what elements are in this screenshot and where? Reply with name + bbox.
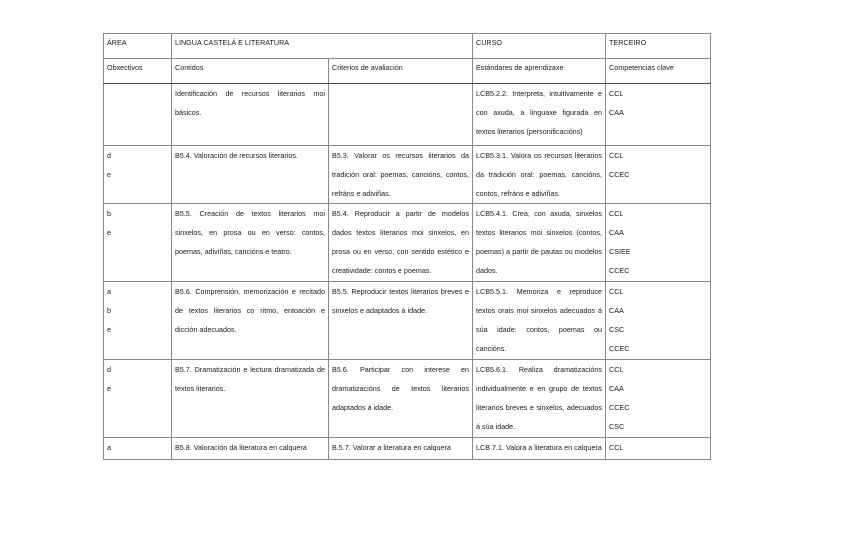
- objective-letter: b: [107, 209, 111, 218]
- competences-cell: [606, 204, 711, 282]
- competence-code: CCL: [609, 151, 624, 160]
- objective-letter: e: [107, 384, 111, 393]
- criteria-cell-text: B5.6. Participar con interese en dramatizacións de textos literarios adaptados á idade.: [332, 365, 470, 412]
- objectives-cell: [104, 360, 172, 438]
- area-value: LINGUA CASTELÁ E LITERATURA: [172, 34, 473, 59]
- column-header-competences: Competencias clave: [606, 59, 711, 84]
- competences-cell: [606, 360, 711, 438]
- criteria-cell-text: B5.3. Valorar os recursos literarios da tradición oral: poemas, cancións, contos, refráns e adiviñas.: [332, 151, 470, 198]
- standards-cell: [473, 438, 606, 460]
- objectives-cell: [104, 204, 172, 282]
- criteria-cell: [329, 438, 473, 460]
- competence-code: CSIEE: [609, 247, 631, 256]
- criteria-cell-text: B.5.7. Valorar a literatura en calquera: [332, 443, 451, 452]
- table-row: [104, 84, 711, 146]
- contents-cell: [172, 282, 329, 360]
- column-header-criteria: Criterios de avaliación: [329, 59, 473, 84]
- standards-cell-text: LCB5.6.1. Realiza dramatizacións individualmente e en grupo de textos literarios breves e sinxelos, adecuados á súa idade.: [476, 365, 603, 431]
- contents-cell-text: B5.8. Valoración da literatura en calquera: [175, 443, 307, 452]
- contents-cell: [172, 360, 329, 438]
- criteria-cell: [329, 282, 473, 360]
- objectives-cell: [104, 438, 172, 460]
- criteria-cell-text: B5.5. Reproducir textos literarios breves e sinxelos e adaptados á idade.: [332, 287, 470, 315]
- competence-code: CAA: [609, 306, 624, 315]
- contents-cell-text: B5.7. Dramatización e lectura dramatizada de textos literarios.: [175, 365, 325, 393]
- objectives-cell: [104, 282, 172, 360]
- table-row: [104, 282, 711, 360]
- column-header-objectives: Obxectivos: [104, 59, 172, 84]
- standards-cell: [473, 282, 606, 360]
- column-header-contents: Contidos: [172, 59, 329, 84]
- competence-code: CSC: [609, 325, 625, 334]
- standards-cell-text: LCB5.5.1. Memoriza e reproduce textos orais moi sinxelos adecuados á súa idade: contos, poemas ou cancións.: [476, 287, 603, 353]
- contents-cell: [172, 438, 329, 460]
- contents-cell-text: B5.4. Valoración de recursos literarios.: [175, 151, 298, 160]
- contents-cell: [172, 84, 329, 146]
- criteria-cell: [329, 84, 473, 146]
- criteria-cell: [329, 146, 473, 204]
- column-header-standards: Estándares de aprendizaxe: [473, 59, 606, 84]
- standards-cell: [473, 204, 606, 282]
- standards-cell: [473, 146, 606, 204]
- table-row: [104, 146, 711, 204]
- objectives-cell: [104, 84, 172, 146]
- competence-code: CAA: [609, 384, 624, 393]
- contents-cell-text: B5.5. Creación de textos literarios moi sinxelos, en prosa ou en verso: contos, poemas, adiviñas, cancións e teatro.: [175, 209, 325, 256]
- competence-code: CAA: [609, 108, 624, 117]
- criteria-cell: [329, 204, 473, 282]
- standards-cell-text: LCB5.3.1. Valora os recursos literarios da tradición oral: poemas, cancións, contos, refráns e adiviñas.: [476, 151, 603, 198]
- objective-letter: d: [107, 365, 111, 374]
- table-row: [104, 204, 711, 282]
- competence-code: CCEC: [609, 403, 630, 412]
- objective-letter: b: [107, 306, 111, 315]
- contents-cell: [172, 204, 329, 282]
- area-label: ÁREA: [104, 34, 172, 59]
- curso-value: TERCEIRO: [606, 34, 711, 59]
- objective-letter: d: [107, 151, 111, 160]
- competences-cell: [606, 282, 711, 360]
- criteria-cell-text: B5.4. Reproducir a partir de modelos dados textos literarios moi sinxelos, en prosa ou en verso, con sentido estético e creatividade: contos e poemas.: [332, 209, 470, 275]
- competence-code: CCEC: [609, 170, 630, 179]
- competences-cell: [606, 84, 711, 146]
- competence-code: CCL: [609, 209, 624, 218]
- objective-letter: e: [107, 325, 111, 334]
- competence-code: CCEC: [609, 266, 630, 275]
- contents-cell-text: Identificación de recursos literarios moi básicos.: [175, 89, 325, 117]
- criteria-cell: [329, 360, 473, 438]
- table-header-row: [104, 34, 711, 59]
- competence-code: CCEC: [609, 344, 630, 353]
- contents-cell-text: B5.6. Comprensión, memorización e recitado de textos literarios co ritmo, entoación e dicción adecuados.: [175, 287, 325, 334]
- standards-cell-text: LCB5.4.1. Crea, con axuda, sinxelos textos literarios moi sinxelos (contos, poemas) a partir de pautas ou modelos dados.: [476, 209, 603, 275]
- competences-cell: [606, 438, 711, 460]
- objectives-cell: [104, 146, 172, 204]
- table-row: [104, 360, 711, 438]
- competence-code: CCL: [609, 443, 624, 452]
- contents-cell: [172, 146, 329, 204]
- competence-code: CAA: [609, 228, 624, 237]
- table-row: [104, 438, 711, 460]
- competences-cell: [606, 146, 711, 204]
- standards-cell-text: LCB 7.1. Valora a literatura en calquera: [476, 443, 602, 452]
- standards-cell: [473, 84, 606, 146]
- competence-code: CCL: [609, 365, 624, 374]
- objective-letter: a: [107, 443, 111, 452]
- objective-letter: a: [107, 287, 111, 296]
- competence-code: CSC: [609, 422, 625, 431]
- column-header-row: [104, 59, 711, 84]
- competence-code: CCL: [609, 287, 624, 296]
- curso-label: CURSO: [473, 34, 606, 59]
- competence-code: CCL: [609, 89, 624, 98]
- objective-letter: e: [107, 228, 111, 237]
- standards-cell: [473, 360, 606, 438]
- objective-letter: e: [107, 170, 111, 179]
- curriculum-table: [103, 33, 711, 460]
- standards-cell-text: LCB5.2.2. Interpreta, intuitivamente e con axuda, a linguaxe figurada en textos literarios (personificacións): [476, 89, 603, 136]
